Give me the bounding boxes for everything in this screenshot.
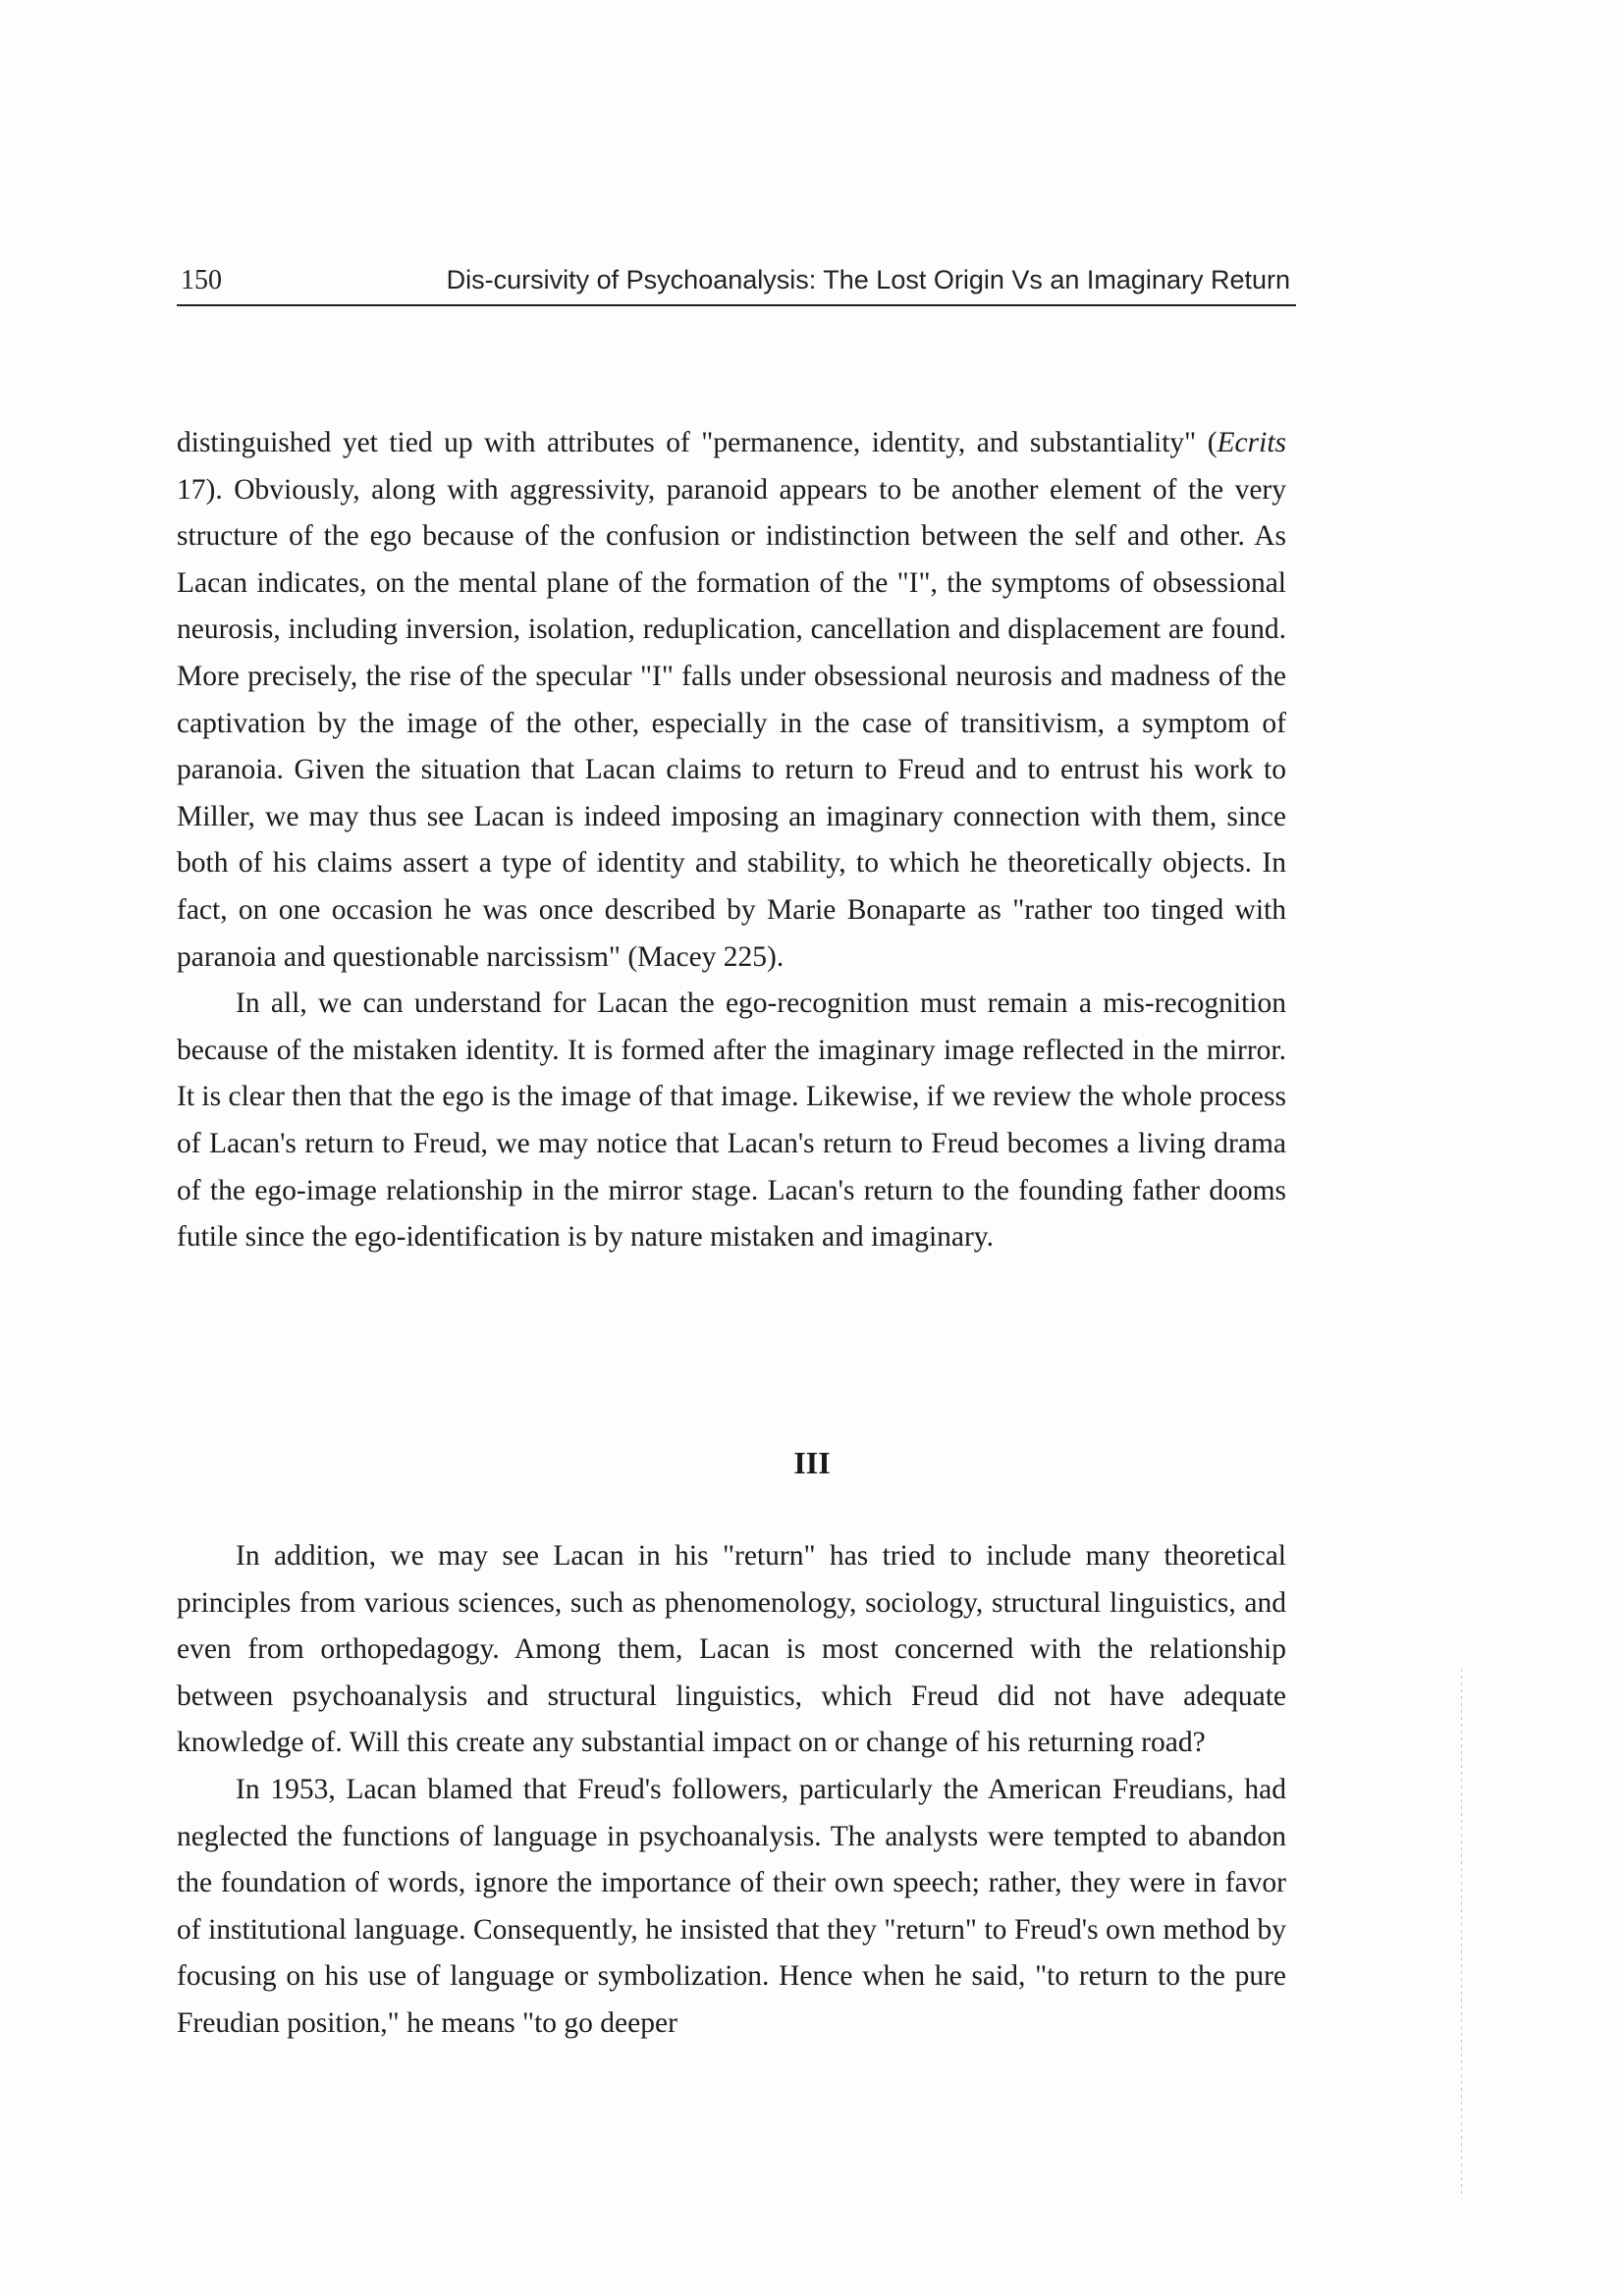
page-number: 150 — [181, 265, 222, 295]
running-header — [177, 257, 1296, 306]
paragraph: In all, we can understand for Lacan the ego-recognition must remain a mis-recognition because of the mistaken identity. It is formed after the imaginary image reflected in the mirror. It is clear then that the ego is the image of that image. Likewise, if we review the whole process of Lacan's return to Freud, we may notice that Lacan's return to Freud becomes a living drama of the ego-image relationship in the mirror stage. Lacan's return to the founding father dooms futile since the ego-identification is by nature mistaken and imaginary. — [177, 988, 1286, 1254]
body-text-lower — [177, 1533, 1286, 2048]
paragraph: In 1953, Lacan blamed that Freud's followers, particularly the American Freudians, had neglected the functions of language in psychoanalysis. The analysts were tempted to abandon the foundation of words, ignore the importance of their own speech; rather, they were in favor of institutional language. Consequently, he insisted that they "return" to Freud's own method by focusing on his use of language or symbolization. Hence when he said, "to return to the pure Freudian position," he means "to go deeper — [177, 1773, 1286, 2039]
paragraph: In addition, we may see Lacan in his "return" has tried to include many theoretical principles from various sciences, such as phenomenology, sociology, structural linguistics, and even from orthopedagogy. Among them, Lacan is most concerned with the relationship between psychoanalysis and structural linguistics, which Freud did not have adequate knowledge of. Will this create any substantial impact on or change of his returning road? — [177, 1540, 1286, 1759]
section-heading: III — [793, 1445, 831, 1480]
paragraph-text-pre-italic: distinguished yet tied up with attributes of "permanence, identity, and substantiality" ( — [177, 427, 1218, 458]
running-title: Dis-cursivity of Psychoanalysis: The Lost Origin Vs an Imaginary Return — [446, 265, 1290, 294]
paragraph — [177, 420, 1286, 981]
paragraph-text-post-italic: 17). Obviously, along with aggressivity, paranoid appears to be another element of the very structure of the ego because of the confusion or indistinction between the self and other. As Lacan indicates, on the mental plane of the formation of the "I", the symptoms of obsessional neurosis, including inversion, isolation, reduplication, cancellation and displacement are found. More precisely, the rise of the specular "I" falls under obsessional neurosis and madness of the captivation by the image of the other, especially in the case of transitivism, a symptom of paranoia. Given the situation that Lacan claims to return to Freud and to entrust his work to Miller, we may thus see Lacan is indeed imposing an imaginary connection with them, since both of his claims assert a type of identity and stability, to which he theoretically objects. In fact, on one occasion he was once described by Marie Bonaparte as "rather too tinged with paranoia and questionable narcissism" (Macey 225). — [177, 473, 1286, 973]
body-text-upper — [177, 420, 1286, 1261]
citation-title: Ecrits — [1217, 427, 1286, 458]
scan-edge-mark — [1461, 1669, 1462, 2199]
